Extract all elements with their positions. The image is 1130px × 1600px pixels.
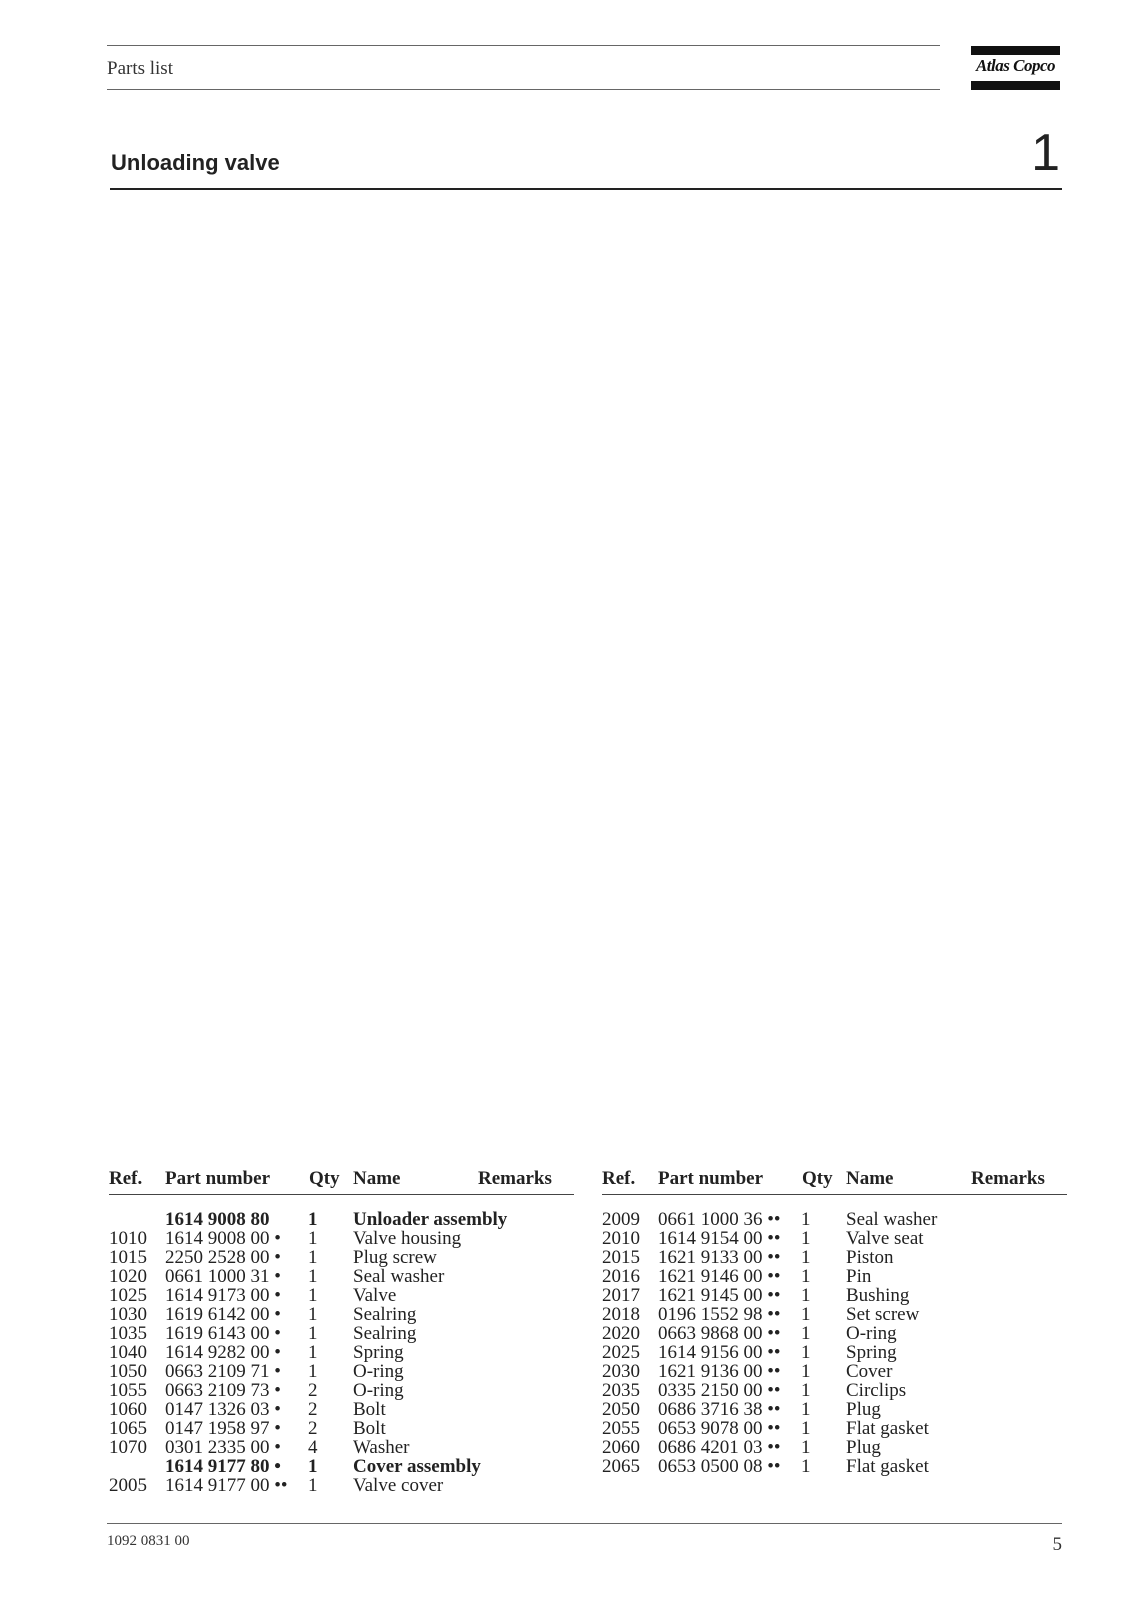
cell-name: Spring	[353, 1342, 404, 1363]
section-title: Unloading valve	[111, 150, 280, 175]
cell-qty: 1	[801, 1399, 811, 1420]
table-row	[602, 1305, 1067, 1324]
table-row	[602, 1400, 1067, 1419]
cell-qty: 1	[308, 1342, 318, 1363]
cell-qty: 1	[801, 1228, 811, 1249]
cell-name: Pin	[846, 1266, 872, 1287]
cell-ref: 1060	[109, 1399, 147, 1420]
table-row	[109, 1438, 574, 1457]
cell-part-number: 1614 9177 00 ••	[165, 1475, 288, 1496]
cell-ref: 1035	[109, 1323, 147, 1344]
cell-name: Sealring	[353, 1304, 417, 1325]
table-row	[109, 1381, 574, 1400]
cell-part-number: 1621 9136 00 ••	[658, 1361, 781, 1382]
col-part-number-header: Part number	[165, 1168, 271, 1189]
atlas-copco-logo	[971, 46, 1060, 90]
cell-ref: 2016	[602, 1266, 640, 1287]
document-number: 1092 0831 00	[107, 1533, 190, 1549]
cell-part-number: 1621 9133 00 ••	[658, 1247, 781, 1268]
logo-wordmark: Atlas Copco	[975, 56, 1056, 75]
cell-name: Circlips	[846, 1380, 907, 1401]
cell-qty: 1	[801, 1209, 811, 1230]
cell-part-number: 0653 9078 00 ••	[658, 1418, 781, 1439]
cell-name: Bolt	[353, 1418, 386, 1439]
cell-qty: 1	[308, 1323, 318, 1344]
table-row	[109, 1210, 574, 1229]
table-row	[602, 1381, 1067, 1400]
table-body	[109, 1210, 574, 1495]
cell-qty: 1	[308, 1247, 318, 1268]
table-row	[109, 1457, 574, 1476]
table-row	[109, 1286, 574, 1305]
cell-ref: 2055	[602, 1418, 640, 1439]
cell-ref: 2018	[602, 1304, 640, 1325]
table-header	[109, 1168, 574, 1192]
col-part-number-header: Part number	[658, 1168, 764, 1189]
cell-ref: 2017	[602, 1285, 640, 1306]
section-number: 1	[1031, 124, 1060, 182]
cell-ref: 1040	[109, 1342, 147, 1363]
cell-qty: 4	[308, 1437, 318, 1458]
table-row	[602, 1343, 1067, 1362]
table-row	[602, 1267, 1067, 1286]
cell-name: Plug	[846, 1399, 881, 1420]
cell-qty: 1	[801, 1342, 811, 1363]
cell-ref: 1010	[109, 1228, 147, 1249]
cell-name: Cover	[846, 1361, 893, 1382]
col-remarks-header: Remarks	[478, 1168, 552, 1189]
cell-qty: 1	[801, 1437, 811, 1458]
cell-qty: 1	[308, 1361, 318, 1382]
table-row	[602, 1248, 1067, 1267]
cell-name: Sealring	[353, 1323, 417, 1344]
cell-part-number: 0686 3716 38 ••	[658, 1399, 781, 1420]
cell-name: Washer	[353, 1437, 410, 1458]
table-row	[109, 1305, 574, 1324]
cell-part-number: 0147 1326 03 •	[165, 1399, 281, 1420]
cell-part-number: 1614 9008 80	[165, 1209, 270, 1230]
cell-part-number: 1614 9282 00 •	[165, 1342, 281, 1363]
table-row	[602, 1229, 1067, 1248]
cell-ref: 2060	[602, 1437, 640, 1458]
parts-table-right	[602, 1168, 1067, 1476]
cell-qty: 1	[801, 1266, 811, 1287]
table-row	[602, 1362, 1067, 1381]
cell-qty: 1	[801, 1323, 811, 1344]
cell-name: Valve cover	[353, 1475, 444, 1496]
cell-ref: 2050	[602, 1399, 640, 1420]
cell-part-number: 1614 9156 00 ••	[658, 1342, 781, 1363]
cell-part-number: 1614 9154 00 ••	[658, 1228, 781, 1249]
cell-name: O-ring	[846, 1323, 897, 1344]
cell-qty: 1	[308, 1285, 318, 1306]
table-body	[602, 1210, 1067, 1476]
cell-part-number: 0335 2150 00 ••	[658, 1380, 781, 1401]
cell-qty: 1	[801, 1304, 811, 1325]
cell-part-number: 1619 6142 00 •	[165, 1304, 281, 1325]
table-row	[602, 1438, 1067, 1457]
table-row	[602, 1457, 1067, 1476]
cell-ref: 2025	[602, 1342, 640, 1363]
cell-part-number: 0661 1000 31 •	[165, 1266, 281, 1287]
cell-qty: 1	[308, 1456, 318, 1477]
table-row	[109, 1267, 574, 1286]
cell-name: Spring	[846, 1342, 897, 1363]
cell-name: Valve	[353, 1285, 397, 1306]
cell-part-number: 0301 2335 00 •	[165, 1437, 281, 1458]
col-qty-header: Qty	[802, 1168, 833, 1189]
cell-ref: 2005	[109, 1475, 147, 1496]
cell-part-number: 0686 4201 03 ••	[658, 1437, 781, 1458]
cell-qty: 1	[308, 1209, 318, 1230]
table-row	[602, 1210, 1067, 1229]
cell-part-number: 1621 9146 00 ••	[658, 1266, 781, 1287]
table-row	[109, 1343, 574, 1362]
cell-name: Valve seat	[846, 1228, 924, 1249]
header-bottom-rule	[107, 89, 940, 90]
cell-part-number: 0147 1958 97 •	[165, 1418, 281, 1439]
cell-ref: 2065	[602, 1456, 640, 1477]
logo-top-bar	[971, 46, 1060, 55]
cell-ref: 2030	[602, 1361, 640, 1382]
table-row	[109, 1400, 574, 1419]
table-row	[109, 1248, 574, 1267]
table-row	[602, 1419, 1067, 1438]
cell-qty: 2	[308, 1380, 318, 1401]
table-row	[109, 1324, 574, 1343]
table-row	[109, 1476, 574, 1495]
col-qty-header: Qty	[309, 1168, 340, 1189]
cell-part-number: 1619 6143 00 •	[165, 1323, 281, 1344]
table-row	[109, 1229, 574, 1248]
cell-part-number: 1614 9173 00 •	[165, 1285, 281, 1306]
parts-table-left	[109, 1168, 574, 1495]
page-number: 5	[1052, 1534, 1062, 1555]
cell-ref: 2020	[602, 1323, 640, 1344]
cell-name: Seal washer	[353, 1266, 445, 1287]
table-row	[109, 1362, 574, 1381]
cell-ref: 1030	[109, 1304, 147, 1325]
cell-qty: 2	[308, 1399, 318, 1420]
cell-qty: 1	[801, 1380, 811, 1401]
cell-name: Flat gasket	[846, 1456, 929, 1477]
col-name-header: Name	[846, 1168, 894, 1189]
header-top-rule	[107, 45, 940, 46]
col-remarks-header: Remarks	[971, 1168, 1045, 1189]
cell-qty: 1	[801, 1361, 811, 1382]
cell-part-number: 0663 9868 00 ••	[658, 1323, 781, 1344]
table-header-rule	[602, 1194, 1067, 1195]
cell-name: Bushing	[846, 1285, 910, 1306]
table-row	[602, 1324, 1067, 1343]
cell-part-number: 2250 2528 00 •	[165, 1247, 281, 1268]
cell-ref: 2009	[602, 1209, 640, 1230]
cell-name: Piston	[846, 1247, 894, 1268]
cell-name: Seal washer	[846, 1209, 938, 1230]
cell-qty: 1	[801, 1456, 811, 1477]
table-row	[109, 1419, 574, 1438]
cell-ref: 1065	[109, 1418, 147, 1439]
cell-ref: 1050	[109, 1361, 147, 1382]
cell-name: Unloader assembly	[353, 1209, 508, 1230]
cell-qty: 1	[308, 1266, 318, 1287]
cell-qty: 1	[308, 1304, 318, 1325]
col-ref-header: Ref.	[602, 1168, 636, 1189]
section-title-rule	[110, 188, 1062, 190]
table-header-rule	[109, 1194, 574, 1195]
table-row	[602, 1286, 1067, 1305]
cell-qty: 2	[308, 1418, 318, 1439]
cell-ref: 1015	[109, 1247, 147, 1268]
cell-ref: 2015	[602, 1247, 640, 1268]
footer-rule	[107, 1523, 1062, 1524]
cell-part-number: 0661 1000 36 ••	[658, 1209, 781, 1230]
cell-part-number: 0663 2109 71 •	[165, 1361, 281, 1382]
cell-ref: 1020	[109, 1266, 147, 1287]
cell-name: Cover assembly	[353, 1456, 481, 1477]
table-header	[602, 1168, 1067, 1192]
cell-qty: 1	[308, 1475, 318, 1496]
cell-name: Plug	[846, 1437, 881, 1458]
cell-name: Set screw	[846, 1304, 920, 1325]
cell-ref: 1070	[109, 1437, 147, 1458]
cell-name: Bolt	[353, 1399, 386, 1420]
cell-part-number: 1614 9177 80 •	[165, 1456, 281, 1477]
cell-part-number: 0653 0500 08 ••	[658, 1456, 781, 1477]
cell-name: O-ring	[353, 1380, 404, 1401]
cell-part-number: 1614 9008 00 •	[165, 1228, 281, 1249]
cell-part-number: 1621 9145 00 ••	[658, 1285, 781, 1306]
cell-name: Valve housing	[353, 1228, 462, 1249]
cell-qty: 1	[801, 1247, 811, 1268]
cell-qty: 1	[801, 1285, 811, 1306]
cell-name: O-ring	[353, 1361, 404, 1382]
cell-qty: 1	[801, 1418, 811, 1439]
logo-bottom-bar	[971, 81, 1060, 90]
cell-ref: 1055	[109, 1380, 147, 1401]
cell-name: Flat gasket	[846, 1418, 929, 1439]
col-ref-header: Ref.	[109, 1168, 143, 1189]
col-name-header: Name	[353, 1168, 401, 1189]
cell-ref: 2035	[602, 1380, 640, 1401]
cell-part-number: 0663 2109 73 •	[165, 1380, 281, 1401]
cell-ref: 1025	[109, 1285, 147, 1306]
cell-name: Plug screw	[353, 1247, 437, 1268]
header-title: Parts list	[107, 58, 173, 79]
cell-part-number: 0196 1552 98 ••	[658, 1304, 781, 1325]
cell-qty: 1	[308, 1228, 318, 1249]
cell-ref: 2010	[602, 1228, 640, 1249]
